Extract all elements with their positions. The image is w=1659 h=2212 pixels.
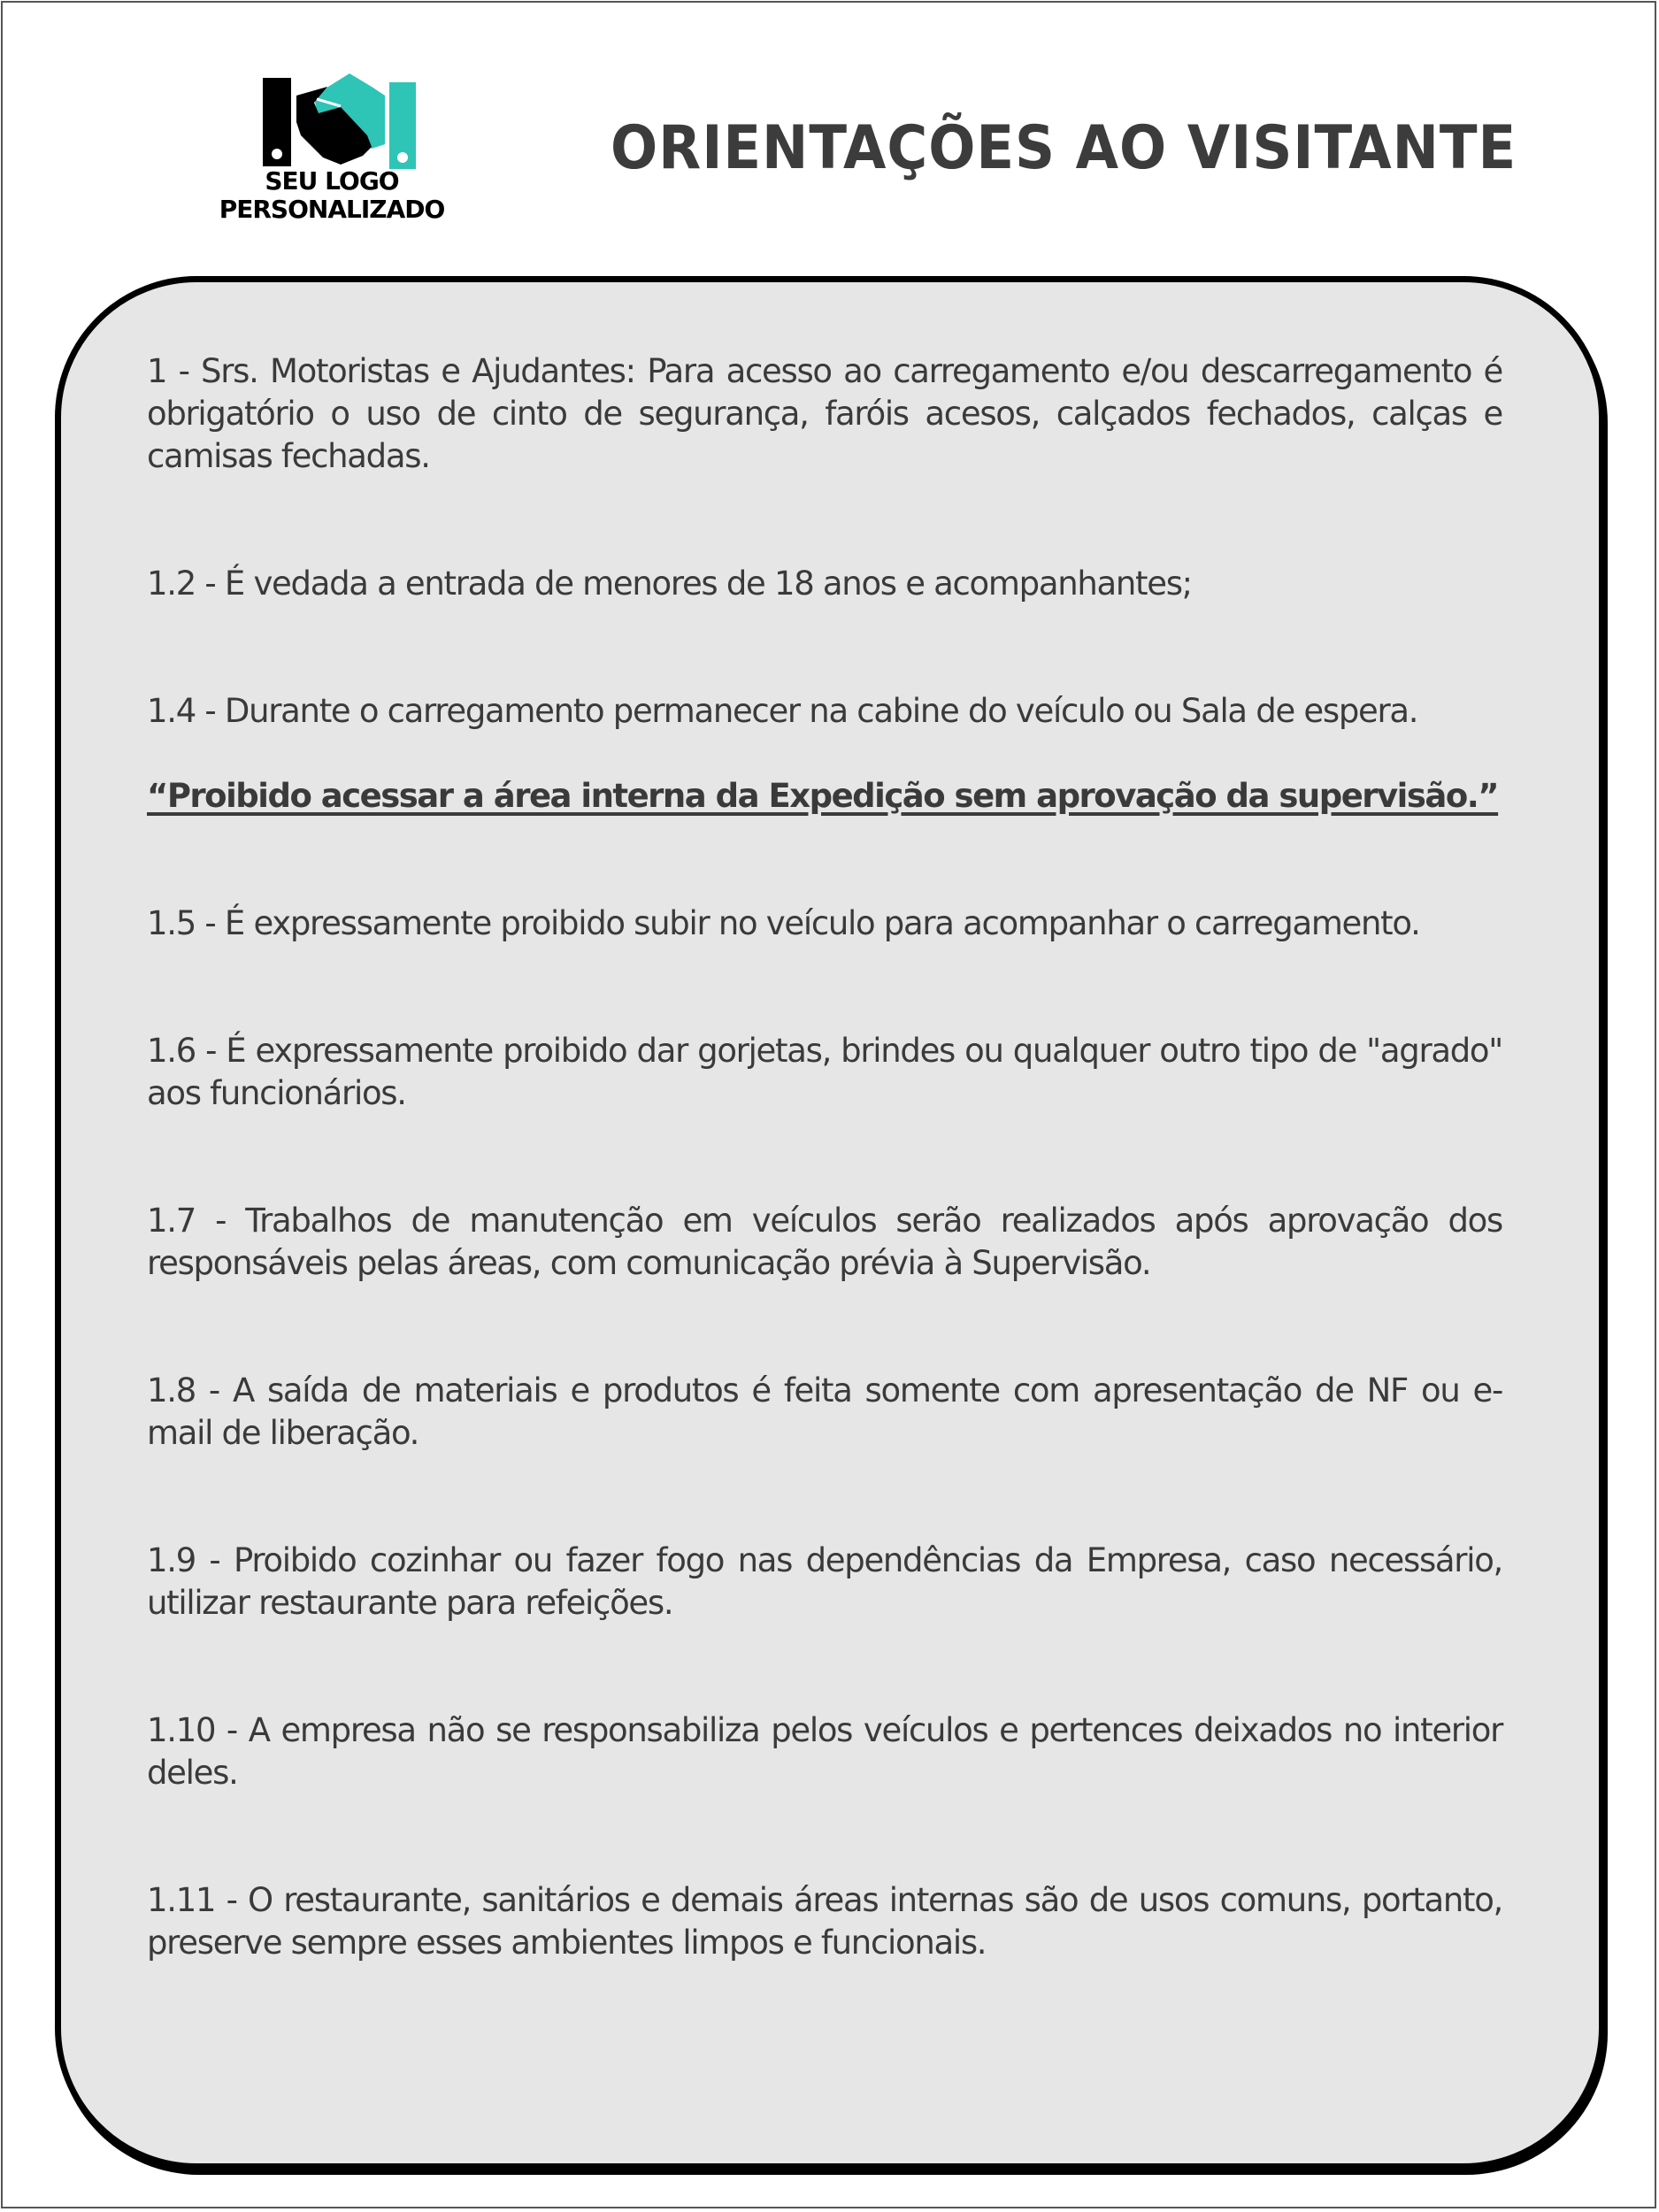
rule-item: 1.7 - Trabalhos de manutenção em veículos serão realizados após aprovação dos responsáveis pelas áreas, com comunicação prévia à Supervisão. [147, 1202, 1502, 1282]
logo-text-line1: SEU LOGO [265, 166, 399, 196]
warning-notice: “Proibido acessar a área interna da Expedição sem aprovação da supervisão.” [147, 777, 1499, 815]
company-logo [204, 53, 460, 230]
rule-item: 1.2 - É vedada a entrada de menores de 18 anos e acompanhantes; [147, 565, 1192, 603]
rule-item: 1.4 - Durante o carregamento permanecer na cabine do veículo ou Sala de espera. [147, 692, 1418, 730]
page-title: ORIENTAÇÕES AO VISITANTE [611, 113, 1517, 183]
rule-item: 1.9 - Proibido cozinhar ou fazer fogo nas dependências da Empresa, caso necessário, utilizar restaurante para refeições. [147, 1541, 1502, 1622]
rule-item: 1.6 - É expressamente proibido dar gorjetas, brindes ou qualquer outro tipo de "agrado" aos funcionários. [147, 1032, 1502, 1112]
rule-item: 1 - Srs. Motoristas e Ajudantes: Para acesso ao carregamento e/ou descarregamento é obrigatório o uso de cinto de segurança, faróis acesos, calçados fechados, calças e camisas fechadas. [147, 352, 1502, 475]
rule-item: 1.11 - O restaurante, sanitários e demais áreas internas são de usos comuns, portanto, preserve sempre esses ambientes limpos e funcionais. [147, 1881, 1502, 1962]
rule-item: 1.10 - A empresa não se responsabiliza pelos veículos e pertences deixados no interior deles. [147, 1711, 1502, 1792]
rules-list [147, 350, 1502, 1964]
rule-item: 1.8 - A saída de materiais e produtos é feita somente com apresentação de NF ou e-mail de liberação. [147, 1371, 1502, 1452]
logo-text-line2: PERSONALIZADO [219, 195, 445, 224]
rule-item: 1.5 - É expressamente proibido subir no veículo para acompanhar o carregamento. [147, 904, 1420, 942]
handshake-icon [230, 60, 425, 171]
